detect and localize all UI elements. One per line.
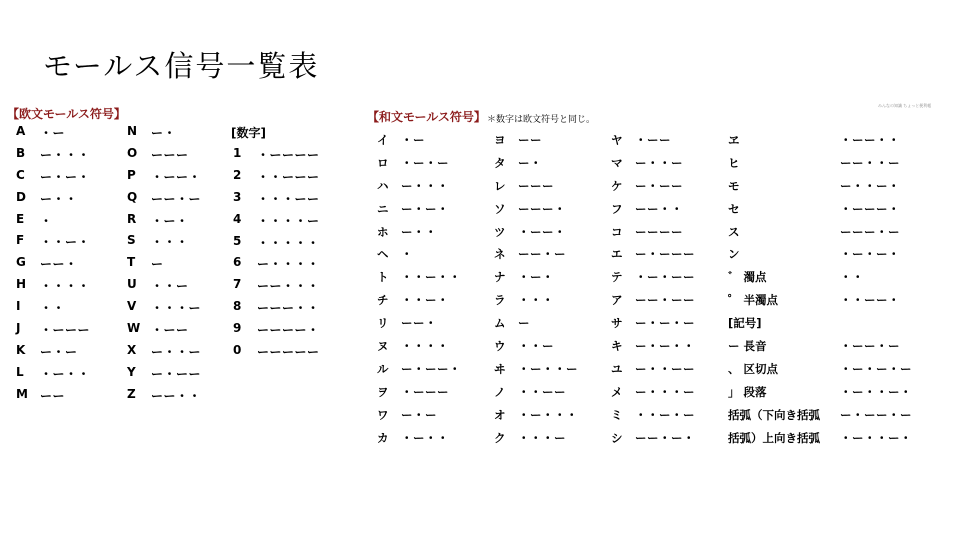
morse-code: ・・・ー [151, 301, 202, 316]
morse-code: ・・ [40, 301, 66, 316]
morse-code: ーーー・・ [257, 301, 320, 316]
character: ー 長音 [728, 339, 767, 354]
character: T [127, 255, 136, 270]
morse-code: ーー [518, 133, 542, 147]
morse-code: ・ーー・ [518, 224, 566, 239]
character: ヤ [611, 133, 623, 147]
character: 2 [233, 167, 242, 182]
morse-code: ー・ー [40, 344, 78, 359]
character: ト [377, 270, 389, 285]
morse-code: ー・・・ー [635, 384, 695, 399]
character: ケ [611, 178, 623, 193]
character: ヌ [377, 339, 389, 354]
character: P [127, 167, 136, 182]
character: メ [611, 384, 623, 399]
character: ヨ [494, 133, 506, 147]
character: ナ [494, 270, 506, 285]
morse-code: ーーーーー [257, 345, 320, 360]
morse-code: ー・・・ [401, 178, 449, 193]
character: サ [611, 316, 623, 331]
morse-code: ー・・ー [151, 344, 202, 359]
character: テ [611, 270, 623, 285]
morse-code: ー・ー・ [401, 201, 449, 216]
morse-code: ・ [401, 247, 413, 262]
morse-code: ー・ー・・ [635, 339, 695, 354]
morse-code: ・ー・ー・ー [840, 361, 912, 376]
morse-code: ・・ー [518, 339, 554, 354]
character: ノ [494, 384, 506, 399]
character: ヰ [494, 361, 506, 376]
character: ミ [611, 407, 623, 422]
character: Q [127, 189, 138, 204]
character: C [16, 167, 25, 182]
morse-code: ー・・ー [635, 155, 683, 170]
character: H [16, 277, 27, 292]
morse-code: ー・ーー [151, 366, 202, 381]
morse-code: ・ [40, 213, 53, 228]
morse-code: ・ー [401, 133, 425, 147]
morse-code: ・・・・・ [257, 235, 320, 250]
character: Z [127, 386, 136, 401]
morse-code: ・・ー・・ [401, 270, 461, 285]
morse-code: ーーーー [635, 224, 683, 239]
morse-code: ーー・・ [151, 388, 202, 403]
character: ツ [494, 224, 506, 239]
character: 、 区切点 [728, 361, 779, 376]
morse-code: ・・ー・ [401, 293, 449, 308]
morse-code: ・ー・ー [401, 155, 449, 170]
morse-code: ・・ー・ [40, 235, 91, 250]
morse-code: ー・ [518, 155, 542, 170]
character: A [16, 124, 26, 138]
character: 括弧）上向き括弧 [728, 430, 820, 445]
character: ウ [494, 339, 506, 354]
morse-code: ー・・ [40, 191, 78, 206]
character: コ [611, 224, 623, 239]
digits-heading: [数字] [231, 126, 266, 140]
morse-code: ・ー・・ [40, 366, 91, 381]
morse-code: ・ー・・ー・ [840, 430, 912, 445]
character: 8 [233, 299, 242, 314]
morse-code: ー [518, 316, 530, 331]
character: リ [377, 316, 389, 331]
morse-code: ・ー・・ー [518, 361, 578, 376]
character: G [16, 255, 26, 270]
character: 4 [233, 211, 242, 226]
character: ヘ [377, 247, 389, 262]
morse-code: ー・ー・ [40, 169, 91, 184]
western-heading: 【欧文モールス符号】 [7, 107, 126, 121]
morse-code: ーー・ [401, 316, 437, 331]
character: B [16, 145, 26, 160]
morse-code: ーーー [151, 147, 189, 162]
character: セ [728, 201, 740, 216]
character: W [127, 321, 141, 336]
morse-code: ・ー [40, 126, 66, 140]
character: ラ [494, 293, 506, 308]
morse-code: ー・ーー・ー [840, 407, 912, 422]
character: マ [611, 155, 623, 170]
morse-code: ・・・ [518, 293, 554, 308]
character: フ [611, 201, 623, 216]
character: カ [377, 430, 389, 445]
morse-code: ー・ーー・ [401, 361, 461, 376]
character: 括弧（下向き括弧 [728, 407, 820, 422]
character: チ [377, 293, 389, 308]
morse-code: ・・・・ー [257, 213, 320, 228]
morse-code: ー・・ [401, 224, 437, 239]
morse-code: ーーー・ー [840, 224, 900, 239]
morse-code: ー・ー・ー [635, 316, 695, 331]
morse-code: ・ー・・ー・ [840, 384, 912, 399]
morse-code: ーー [40, 388, 66, 403]
morse-code: ・・ー [151, 279, 189, 294]
morse-code: ー・・・・ [257, 257, 320, 272]
morse-code: ーー・ーー [635, 293, 695, 308]
character: エ [611, 247, 623, 262]
character: ホ [377, 224, 389, 239]
character: 7 [233, 277, 242, 292]
character: オ [494, 407, 506, 422]
character: Y [127, 364, 136, 379]
morse-code: ・ー・ー・ [840, 247, 900, 262]
character: S [127, 233, 136, 248]
morse-code: ・ーー・ー [840, 339, 900, 354]
morse-code: ーーー・ [518, 201, 566, 216]
character: ゛ 濁点 [728, 270, 767, 285]
morse-code: ・ーーー・ [840, 201, 900, 216]
character: 0 [233, 343, 242, 358]
character: K [16, 342, 26, 357]
character: L [16, 364, 24, 379]
credit-text: みんなの知識 ちょっと便利帳 [878, 103, 932, 108]
character: U [127, 277, 137, 292]
character: ヲ [377, 384, 389, 399]
morse-code: ・・ーーー [257, 169, 320, 184]
character: E [16, 211, 25, 226]
morse-code: ー [151, 257, 164, 272]
morse-code: ・ー・ [518, 270, 554, 285]
japanese-heading: 【和文モールス符号】 [367, 110, 486, 124]
morse-code: ー・ [151, 126, 177, 140]
character: ゜ 半濁点 [728, 293, 779, 308]
character: 3 [233, 189, 242, 204]
morse-code: ・ーー・ [151, 169, 202, 184]
character: [記号] [728, 316, 762, 331]
japanese-note: ＊数字は欧文符号と同じ。 [487, 115, 596, 125]
morse-code: ・・ーー [518, 384, 566, 399]
morse-code: ・ーーーー [257, 148, 320, 162]
character: V [127, 299, 137, 314]
morse-code: ーー・ー・ [635, 430, 695, 445]
character: M [16, 386, 28, 401]
character: ニ [377, 201, 389, 216]
morse-code: ・ーーー [401, 384, 449, 399]
character: キ [611, 339, 623, 354]
character: モ [728, 178, 740, 193]
character: イ [377, 133, 389, 147]
character: ロ [377, 155, 389, 170]
morse-code: ーー・ー [151, 191, 202, 206]
character: R [127, 211, 137, 226]
character: I [16, 299, 21, 314]
morse-code: ー・・ー・ [840, 178, 900, 193]
character: タ [494, 155, 506, 170]
morse-code: ー・ーーー [635, 247, 695, 262]
character: ク [494, 430, 506, 445]
character: 9 [233, 321, 242, 336]
character: 6 [233, 255, 242, 270]
morse-code: ーー・ [40, 257, 78, 272]
character: ネ [494, 247, 506, 262]
character: ワ [377, 407, 389, 422]
morse-code: ・・・ーー [257, 191, 320, 206]
character: N [127, 124, 138, 138]
morse-code: ーー・・ [635, 201, 683, 216]
morse-code: ・ーー [151, 323, 189, 338]
character: ユ [611, 361, 623, 376]
character: ス [728, 224, 740, 239]
morse-code: ・ー・ [151, 213, 189, 228]
character: 5 [233, 233, 242, 248]
character: レ [494, 178, 506, 193]
character: ヒ [728, 155, 740, 170]
morse-code: ーー・ー [518, 247, 566, 262]
morse-code: ー・ーー [635, 178, 683, 193]
character: 1 [233, 146, 242, 160]
morse-code: ・・・ー [518, 430, 566, 445]
character: シ [611, 430, 623, 445]
morse-code: ・ーーー [40, 323, 91, 338]
morse-code: ・ーー [635, 133, 671, 147]
morse-code: ・・ー・ー [635, 407, 695, 422]
morse-code: ・・・ [151, 235, 189, 250]
morse-code: ・・ [840, 270, 864, 285]
page-title: モールス信号一覧表 [43, 49, 320, 83]
character: J [16, 321, 21, 336]
morse-code: ー・ー [401, 407, 437, 422]
character: O [127, 145, 138, 160]
character: 」 段落 [728, 384, 767, 399]
character: F [16, 233, 25, 248]
morse-code: ーー・・ー [840, 155, 900, 170]
morse-code: ・・ーー・ [840, 293, 900, 308]
character: ソ [494, 201, 506, 216]
morse-code: ・ー・・・ [518, 407, 578, 422]
morse-code: ・ーー・・ [840, 133, 900, 147]
character: ヱ [728, 133, 740, 147]
morse-code: ・ー・・ [401, 430, 449, 445]
character: D [16, 189, 26, 204]
character: ン [728, 247, 740, 262]
morse-code: ・・・・ [40, 279, 91, 294]
character: ハ [377, 178, 389, 193]
morse-code: ーーー [518, 178, 554, 193]
character: ア [611, 293, 623, 308]
character: ル [377, 361, 389, 376]
morse-code: ・・・・ [401, 339, 449, 354]
morse-code: ーー・・・ [257, 279, 320, 294]
morse-code: ー・・ーー [635, 361, 695, 376]
character: X [127, 342, 137, 357]
character: ム [494, 316, 506, 331]
morse-code: ・ー・ーー [635, 270, 695, 285]
morse-code: ー・・・ [40, 147, 91, 162]
morse-code: ーーーー・ [257, 323, 320, 338]
